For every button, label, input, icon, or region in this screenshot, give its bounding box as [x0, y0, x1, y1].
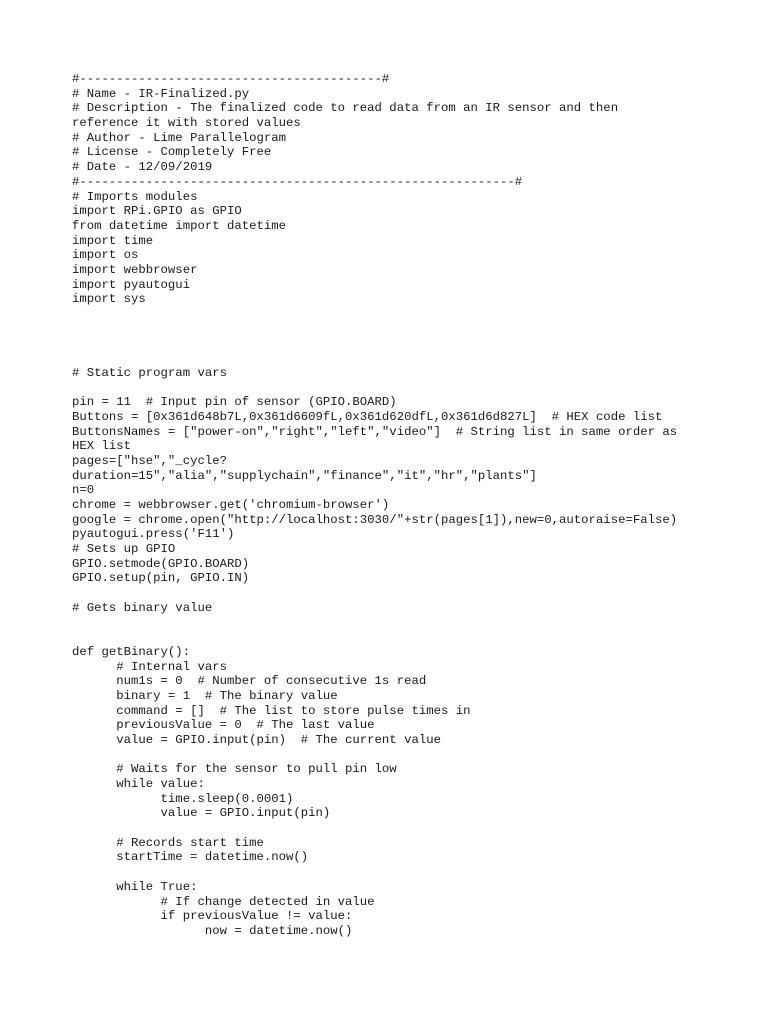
- code-line: google = chrome.open("http://localhost:3030/"+str(pages[1]),new=0,autoraise=False): [72, 512, 678, 527]
- code-line: #-----------------------------------------#: [72, 72, 390, 86]
- code-line: # Gets binary value: [72, 600, 213, 615]
- code-line: [72, 821, 712, 836]
- code-line: binary = 1 # The binary value: [72, 688, 338, 703]
- code-line: # Internal vars: [72, 659, 227, 674]
- code-line: num1s = 0 # Number of consecutive 1s read: [72, 674, 427, 689]
- code-line: GPIO.setup(pin, GPIO.IN): [72, 571, 250, 586]
- code-line: HEX list: [72, 439, 132, 454]
- code-line: while value:: [72, 777, 205, 791]
- code-line: # Name - IR-Finalized.py: [72, 86, 250, 101]
- code-line: chrome = webbrowser.get('chromium-browser'): [72, 497, 390, 512]
- code-line: import time: [72, 233, 154, 248]
- code-line: [72, 748, 712, 763]
- code-line: [72, 865, 712, 880]
- code-line: [72, 586, 712, 601]
- code-line: value = GPIO.input(pin) # The current value: [72, 732, 441, 747]
- code-line: while True:: [72, 879, 198, 894]
- code-line: reference it with stored values: [72, 116, 301, 131]
- code-line: now = datetime.now(): [72, 923, 353, 938]
- code-line: pin = 11 # Input pin of sensor (GPIO.BOARD): [72, 395, 397, 410]
- code-line: import os: [72, 248, 139, 263]
- code-line: pages=["hse","_cycle?: [72, 453, 227, 468]
- code-line: ButtonsNames = ["power-on","right","left","video"] # String list in same order as: [72, 424, 678, 439]
- code-line: import RPi.GPIO as GPIO: [72, 204, 242, 219]
- code-line: # Sets up GPIO: [72, 542, 176, 556]
- code-line: [72, 336, 712, 351]
- code-line: [72, 307, 712, 322]
- code-line: # Records start time: [72, 835, 264, 850]
- code-line: startTime = datetime.now(): [72, 850, 309, 865]
- code-line: # If change detected in value: [72, 894, 375, 909]
- code-line: [72, 615, 712, 630]
- code-line: n=0: [72, 483, 95, 498]
- code-line: time.sleep(0.0001): [72, 791, 294, 806]
- code-line: previousValue = 0 # The last value: [72, 718, 375, 733]
- code-line: import sys: [72, 292, 146, 307]
- source-code-listing: [72, 72, 712, 939]
- code-line: # License - Completely Free: [72, 145, 272, 160]
- code-line: duration=15","alia","supplychain","finance","it","hr","plants"]: [72, 468, 537, 483]
- code-line: # Waits for the sensor to pull pin low: [72, 762, 397, 777]
- code-line: # Description - The finalized code to read data from an IR sensor and then: [72, 101, 619, 116]
- code-line: if previousValue != value:: [72, 909, 353, 924]
- code-line: command = [] # The list to store pulse times in: [72, 703, 471, 718]
- code-line: import pyautogui: [72, 277, 191, 292]
- code-line: [72, 630, 712, 645]
- code-line: GPIO.setmode(GPIO.BOARD): [72, 556, 250, 571]
- code-line: [72, 322, 712, 337]
- code-line: # Author - Lime Parallelogram: [72, 130, 287, 145]
- code-line: # Imports modules: [72, 189, 198, 204]
- code-line: from datetime import datetime: [72, 218, 287, 233]
- code-line: pyautogui.press('F11'): [72, 527, 235, 542]
- code-line: import webbrowser: [72, 262, 198, 277]
- code-line: # Date - 12/09/2019: [72, 160, 213, 175]
- code-line: [72, 380, 712, 395]
- code-line: #-----------------------------------------------------------#: [72, 174, 523, 189]
- code-line: # Static program vars: [72, 365, 227, 380]
- code-line: [72, 351, 712, 366]
- code-line: def getBinary():: [72, 644, 191, 659]
- code-line: Buttons = [0x361d648b7L,0x361d6609fL,0x361d620dfL,0x361d6d827L] # HEX code list: [72, 409, 663, 424]
- code-line: value = GPIO.input(pin): [72, 806, 331, 821]
